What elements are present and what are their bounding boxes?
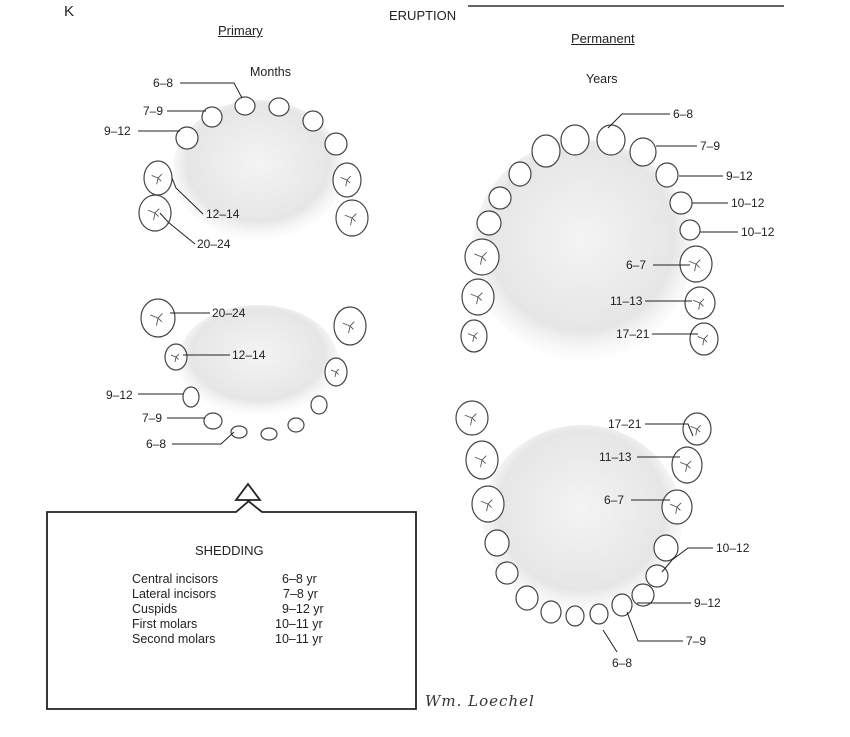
shedding-age: 6–8 yr xyxy=(282,572,317,586)
permanent-upper-label: 9–12 xyxy=(726,169,753,183)
permanent-lower-label: 10–12 xyxy=(716,541,750,555)
permanent-upper-label: 10–12 xyxy=(741,225,775,239)
leader-line xyxy=(180,83,242,98)
primary-upper-label: 20–24 xyxy=(197,237,231,251)
permanent-lower-tooth xyxy=(654,535,678,561)
leader-line xyxy=(172,432,234,444)
permanent-lower-label: 6–7 xyxy=(604,493,625,507)
artist-signature: Wm. Loechel xyxy=(425,692,535,710)
diagram-title: ERUPTION xyxy=(389,8,457,23)
permanent-lower-label: 6–8 xyxy=(612,656,633,670)
corner-letter: K xyxy=(64,3,75,20)
permanent-upper-tooth xyxy=(670,192,692,214)
primary-upper-tooth xyxy=(202,107,222,127)
permanent-lower-tooth xyxy=(541,601,561,623)
primary-unit: Months xyxy=(250,65,291,79)
permanent-lower-tooth xyxy=(485,530,509,556)
permanent-upper-tooth xyxy=(656,163,678,187)
primary-upper-label: 7–9 xyxy=(143,104,164,118)
permanent-lower-label: 17–21 xyxy=(608,417,642,431)
permanent-upper-tooth xyxy=(489,187,511,209)
permanent-upper-label: 17–21 xyxy=(616,327,650,341)
permanent-heading: Permanent xyxy=(571,31,635,46)
primary-lower-label: 20–24 xyxy=(212,306,246,320)
primary-upper-label: 12–14 xyxy=(206,207,240,221)
primary-lower-label: 9–12 xyxy=(106,388,133,402)
shedding-tooth: Second molars xyxy=(132,632,216,646)
permanent-upper-tooth xyxy=(561,125,589,155)
leader-line xyxy=(603,630,617,652)
permanent-lower-tooth xyxy=(566,606,584,626)
shedding-box xyxy=(47,484,416,709)
permanent-upper-tooth xyxy=(597,125,625,155)
primary-upper-tooth xyxy=(303,111,323,131)
primary-lower-tooth xyxy=(311,396,327,414)
primary-lower-tooth xyxy=(183,387,199,407)
primary-upper-tooth xyxy=(325,133,347,155)
permanent-lower-label: 11–13 xyxy=(599,450,632,464)
shedding-age: 7–8 yr xyxy=(283,587,318,601)
permanent-upper-tooth xyxy=(680,220,700,240)
shedding-tooth: Lateral incisors xyxy=(132,587,217,601)
primary-lower-label: 7–9 xyxy=(142,411,163,425)
shedding-tooth: First molars xyxy=(132,617,198,631)
shedding-age: 10–11 yr xyxy=(275,632,323,646)
permanent-upper-tooth xyxy=(509,162,531,186)
primary-upper-tooth xyxy=(269,98,289,116)
permanent-lower-label: 7–9 xyxy=(686,634,707,648)
permanent-upper-label: 7–9 xyxy=(700,139,721,153)
permanent-lower-label: 9–12 xyxy=(694,596,721,610)
permanent-upper-tooth xyxy=(532,135,560,167)
permanent-lower-arch xyxy=(482,425,682,615)
primary-lower-tooth xyxy=(204,413,222,429)
permanent-upper-label: 6–7 xyxy=(626,258,647,272)
permanent-unit: Years xyxy=(586,72,618,86)
permanent-upper-label: 6–8 xyxy=(673,107,694,121)
primary-upper-tooth xyxy=(235,97,255,115)
primary-upper-tooth xyxy=(176,127,198,149)
permanent-lower-tooth xyxy=(496,562,518,584)
permanent-upper-tooth xyxy=(477,211,501,235)
shedding-age: 9–12 yr xyxy=(282,602,324,616)
permanent-upper-tooth xyxy=(630,138,656,166)
shedding-title: SHEDDING xyxy=(195,543,264,558)
primary-upper-label: 6–8 xyxy=(153,76,174,90)
permanent-lower-tooth xyxy=(612,594,632,616)
primary-lower-label: 6–8 xyxy=(146,437,167,451)
primary-lower-tooth xyxy=(261,428,277,440)
shedding-tooth: Central incisors xyxy=(132,572,219,586)
shedding-tooth: Cuspids xyxy=(132,602,178,616)
permanent-upper-label: 11–13 xyxy=(610,294,643,308)
leader-line xyxy=(627,612,683,641)
permanent-lower-tooth xyxy=(516,586,538,610)
permanent-upper-label: 10–12 xyxy=(731,196,765,210)
primary-upper-label: 9–12 xyxy=(104,124,131,138)
permanent-lower-tooth xyxy=(590,604,608,624)
shedding-age: 10–11 yr xyxy=(275,617,323,631)
primary-lower-tooth xyxy=(288,418,304,432)
primary-lower-label: 12–14 xyxy=(232,348,266,362)
primary-heading: Primary xyxy=(218,23,263,38)
